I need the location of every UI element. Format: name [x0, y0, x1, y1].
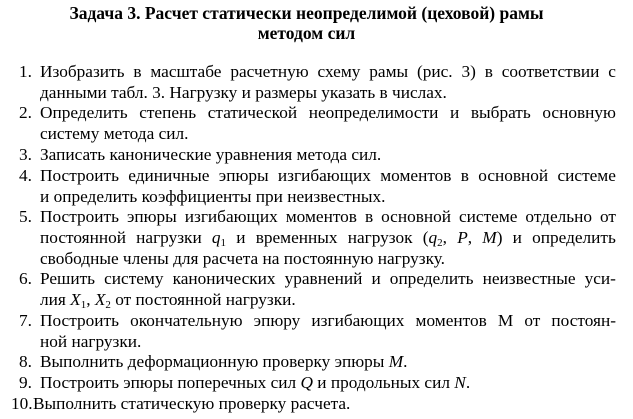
document-title-line-1: Задача 3. Расчет статически неопределимой (цеховой) рамы — [69, 3, 544, 23]
task-item-line: Построить единичные эпюры изгибающих моментов в основной системе — [40, 166, 616, 185]
task-item-number: 10. — [11, 394, 33, 413]
task-item-number: 7. — [19, 311, 32, 330]
task-item-line: лия $X_1$, $X_2$ от постоянной нагрузки. — [40, 290, 296, 311]
task-item-line: Построить эпюры поперечных сил Q и продольных сил N. — [40, 373, 471, 392]
task-item-line: данными табл. 3. Нагрузку и размеры указать в числах. — [40, 83, 447, 102]
task-item-line: Выполнить деформационную проверку эпюры M. — [40, 352, 408, 371]
task-item-line: Определить степень статической неопределимости и выбрать основную — [40, 103, 616, 122]
task-item-number: 4. — [19, 166, 32, 185]
document-title-line-2: методом сил — [257, 23, 356, 43]
task-item-line: и определить коэффициенты при неизвестных. — [40, 187, 386, 206]
task-item-line: свободные члены для расчета на постоянную нагрузку. — [40, 249, 445, 268]
task-item-number: 1. — [19, 62, 32, 81]
task-item-line: Построить окончательную эпюру изгибающих моментов М от постоян- — [40, 311, 616, 330]
task-item-line: Записать канонические уравнения метода сил. — [40, 145, 382, 164]
task-item-line: Решить систему канонических уравнений и определить неизвестные уси- — [40, 269, 616, 288]
task-item-line: Выполнить статическую проверку расчета. — [33, 394, 351, 413]
task-item-number: 5. — [19, 207, 32, 226]
task-item-number: 3. — [19, 145, 32, 164]
task-item-line: Построить эпюры изгибающих моментов в основной системе отдельно от — [40, 207, 616, 226]
task-item-number: 2. — [19, 103, 32, 122]
task-item-line: ной нагрузки. — [40, 332, 142, 351]
task-item-number: 8. — [19, 352, 32, 371]
task-item-line: систему метода сил. — [40, 124, 189, 143]
task-item-number: 6. — [19, 269, 32, 288]
task-item-number: 9. — [19, 373, 32, 392]
task-item-line: Изобразить в масштабе расчетную схему рамы (рис. 3) в соответствии с — [40, 62, 616, 81]
task-item-line: постоянной нагрузки $q_1$ и временных нагрузок ($q_2$, P, M) и определить — [40, 228, 616, 249]
